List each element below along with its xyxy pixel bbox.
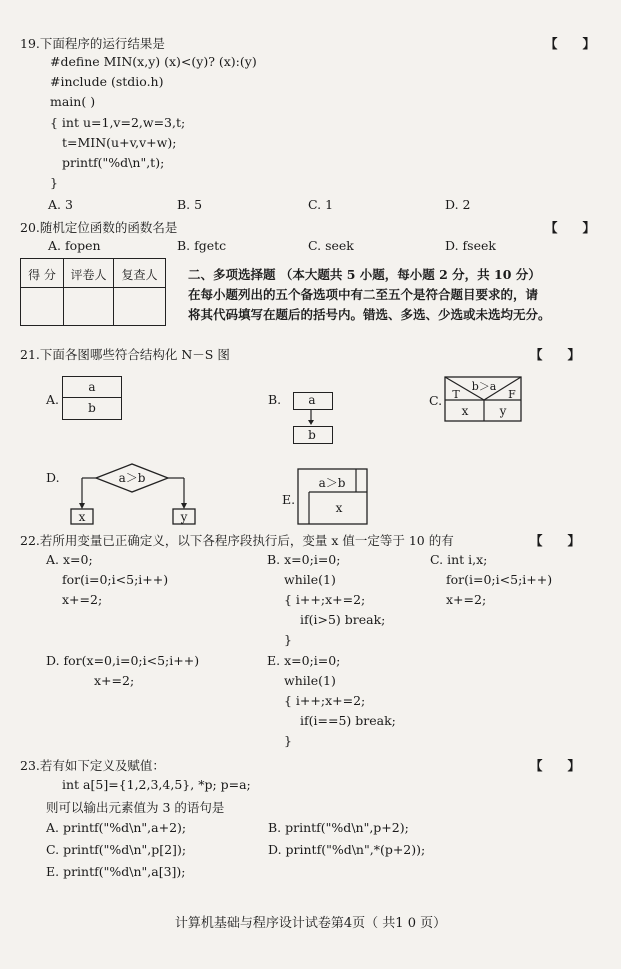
q20-option-c: C. seek [308,238,354,253]
q22-option-e-line: if(i==5) break; [300,713,396,728]
score-header: 得 分 [28,268,56,282]
q23-prompt: 则可以输出元素值为 3 的语句是 [46,800,225,815]
diagram-a-label: A. [46,392,60,407]
q23-answer-brackets: 【 】 [530,758,581,773]
q22-option-c-line: for(i=0;i<5;i++) [446,572,553,587]
q19-option-b: B. 5 [177,197,203,212]
diagram-d-x: x [78,510,86,524]
q22-title: 22.若所用变量已正确定义，以下各程序段执行后，变量 x 值一定等于 10 的有 [20,533,454,548]
diagram-d-label: D. [46,470,60,485]
q22-option-e: E. x=0;i=0; [267,653,341,668]
q19-option-d: D. 2 [445,197,471,212]
diagram-a-top: a [88,380,96,394]
q22-option-c-line: x+=2; [446,592,487,607]
diagram-d-y: y [180,510,188,524]
diagram-e-label: E. [282,492,296,507]
grader-header: 评卷人 [70,268,107,282]
q19-code-line: main( ) [50,94,96,109]
diagram-c-x: x [461,404,469,418]
q22-option-b: B. x=0;i=0; [267,552,341,567]
q19-option-c: C. 1 [308,197,334,212]
q23-option-d: D. printf("%d\n",*(p+2)); [268,842,426,857]
diagram-c-condition: b＞a [471,380,497,393]
q20-option-d: D. fseek [445,238,496,253]
q23-title: 23.若有如下定义及赋值： [20,758,165,773]
q22-option-a-line: x+=2; [62,592,103,607]
diagram-b-label: B. [268,392,282,407]
q23-option-a: A. printf("%d\n",a+2); [46,820,187,835]
q22-option-e-line: { i++;x+=2; [284,693,366,708]
section2-title: 二、多项选择题 （本大题共 5 小题，每小题 2 分，共 10 分） [188,267,541,282]
q21-answer-brackets: 【 】 [530,347,581,362]
score-table [20,258,166,326]
diagram-d-condition: a＞b [118,471,146,485]
q19-code-line: #define MIN(x,y) (x)<(y)? (x):(y) [50,54,257,69]
diagram-c-true: T [452,388,460,401]
diagram-a-bottom: b [88,401,96,415]
q20-option-b: B. fgetc [177,238,227,253]
q23-definition: int a[5]={1,2,3,4,5}, *p; p=a; [62,777,251,792]
diagram-c-y: y [499,404,507,418]
q21-title: 21.下面各图哪些符合结构化 N－S 图 [20,347,230,362]
q19-code-line: { int u=1,v=2,w=3,t; [50,115,186,130]
diagram-b-top: a [308,393,316,407]
q22-option-d-line: x+=2; [94,673,135,688]
q22-option-c: C. int i,x; [430,552,488,567]
reviewer-header: 复查人 [121,268,158,282]
q22-option-b-line: if(i>5) break; [300,612,386,627]
q22-option-b-line: } [284,632,292,647]
diagram-b-bottom: b [308,428,316,442]
q23-option-c: C. printf("%d\n",p[2]); [46,842,187,857]
q19-answer-brackets: 【 】 [545,36,596,51]
q23-option-e: E. printf("%d\n",a[3]); [46,864,186,879]
diagram-c-false: F [508,388,516,401]
q19-code-line: t=MIN(u+v,v+w); [62,135,177,150]
section2-instructions: 将其代码填写在题后的括号内。错选、多选、少选或未选均无分。 [188,307,551,322]
q22-option-b-line: while(1) [284,572,336,587]
q22-option-b-line: { i++;x+=2; [284,592,366,607]
q22-option-e-line: } [284,733,292,748]
section2-instructions: 在每小题列出的五个备选项中有二至五个是符合题目要求的，请 [188,287,539,302]
q20-title: 20.随机定位函数的函数名是 [20,220,178,235]
q19-code-line: printf("%d\n",t); [62,155,165,170]
page-footer: 计算机基础与程序设计试卷第4页（ 共1 0 页） [174,916,447,931]
diagram-a [62,376,122,420]
q23-option-b: B. printf("%d\n",p+2); [268,820,409,835]
diagram-e-x: x [335,501,343,515]
q22-option-a: A. x=0; [46,552,93,567]
q22-option-d: D. for(x=0,i=0;i<5;i++) [46,653,200,668]
diagram-e-condition: a＞b [318,476,346,490]
q22-option-e-line: while(1) [284,673,336,688]
q20-answer-brackets: 【 】 [545,220,596,235]
q22-answer-brackets: 【 】 [530,533,581,548]
q19-title: 19.下面程序的运行结果是 [20,36,165,51]
q19-code-line: #include (stdio.h) [50,74,164,89]
q20-option-a: A. fopen [48,238,101,253]
q19-option-a: A. 3 [48,197,73,212]
q19-code-line: } [50,175,58,190]
diagram-c-label: C. [429,393,443,408]
q22-option-a-line: for(i=0;i<5;i++) [62,572,169,587]
